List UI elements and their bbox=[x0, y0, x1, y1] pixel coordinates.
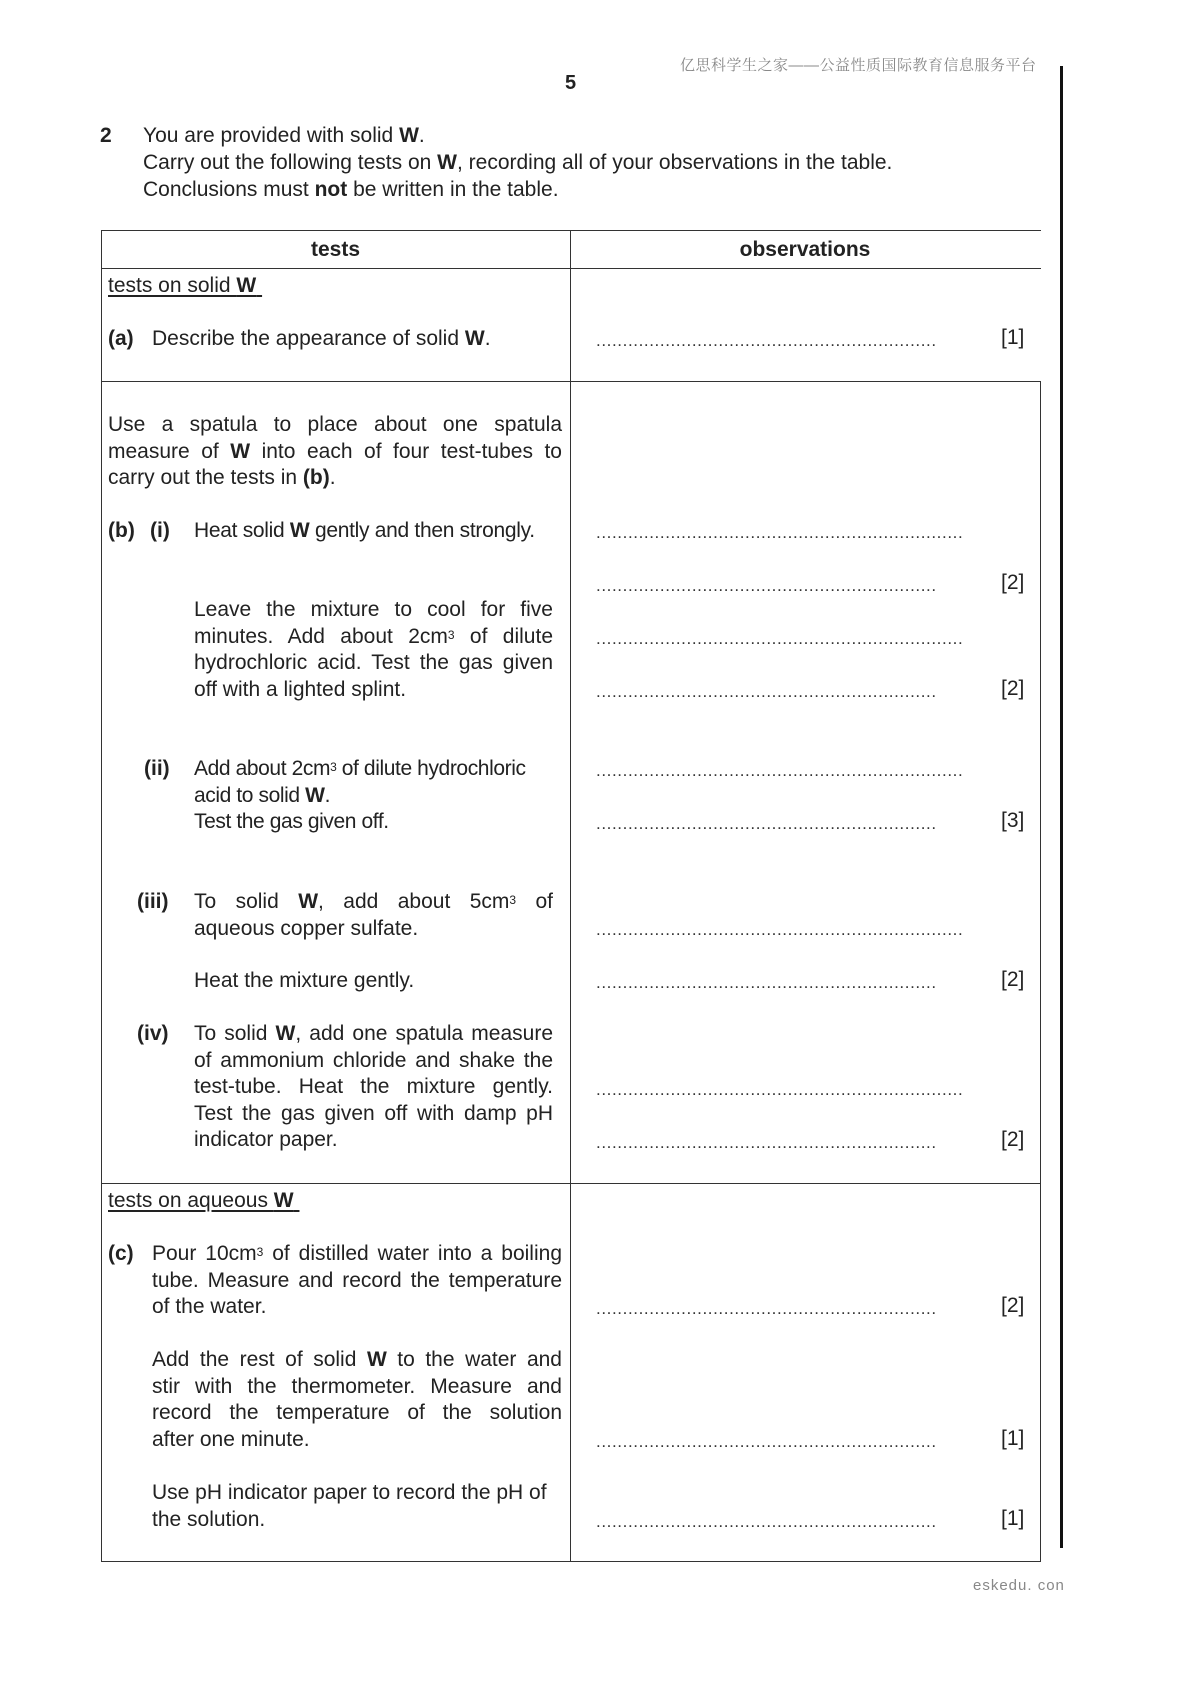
table-bottom-rule bbox=[101, 1561, 1041, 1562]
mark-a: [1] bbox=[1001, 326, 1025, 349]
spatula-instruction: Use a spatula to place about one spatula measure of W into each of four test-tubes to carry out the tests in (b). bbox=[108, 413, 562, 489]
mark-b-iii: [2] bbox=[1001, 968, 1025, 991]
b-ii-label: (ii) bbox=[144, 757, 170, 780]
mark-c-3: [1] bbox=[1001, 1507, 1025, 1530]
answer-line[interactable]: ................................................................ bbox=[596, 1432, 937, 1451]
solid-heading: tests on solid W bbox=[108, 274, 257, 297]
b-iii-heat: Heat the mixture gently. bbox=[194, 969, 415, 992]
c-text-3: Use pH indicator paper to record the pH of the solution. bbox=[152, 1481, 547, 1531]
answer-line[interactable]: ................................................................ bbox=[596, 1133, 937, 1152]
mark-b-iv: [2] bbox=[1001, 1128, 1025, 1151]
header-tests: tests bbox=[310, 238, 361, 261]
intro-line-1: You are provided with solid W. bbox=[143, 124, 425, 147]
table-row-rule-2 bbox=[101, 1183, 1041, 1184]
footer-text: eskedu. con bbox=[973, 1577, 1065, 1594]
table-right-rule bbox=[1040, 381, 1041, 1562]
b-ii-text: Add about $2cm^3$ of dilute hydrochloric acid to solid W. Test the gas given off. bbox=[194, 757, 526, 833]
b-iv-label: (iv) bbox=[137, 1022, 169, 1045]
page-number: 5 bbox=[565, 72, 577, 94]
intro-lines bbox=[143, 122, 892, 203]
b-iv-text: To solid W, add one spatula measure of ammonium chloride and shake the test-tube. Heat the mixture gently. Test the gas given off with damp pH indicator paper. bbox=[194, 1022, 553, 1151]
answer-line[interactable]: ..................................................................... bbox=[596, 761, 964, 780]
b-iii-label: (iii) bbox=[137, 890, 169, 913]
header-observations: observations bbox=[739, 238, 871, 261]
question-number: 2 bbox=[100, 124, 112, 147]
table-row-rule-1 bbox=[101, 381, 1041, 382]
answer-line[interactable]: ................................................................ bbox=[596, 1512, 937, 1531]
answer-line[interactable]: ..................................................................... bbox=[596, 629, 964, 648]
answer-line[interactable]: ................................................................ bbox=[596, 814, 937, 833]
mark-c-2: [1] bbox=[1001, 1427, 1025, 1450]
mark-b-i-1: [2] bbox=[1001, 571, 1025, 594]
table-top-rule bbox=[101, 230, 1041, 231]
answer-line[interactable]: ..................................................................... bbox=[596, 523, 964, 542]
answer-line[interactable]: ................................................................ bbox=[596, 1299, 937, 1318]
table-header-rule bbox=[101, 268, 1041, 269]
answer-line[interactable]: ..................................................................... bbox=[596, 920, 964, 939]
c-text-2: Add the rest of solid W to the water and stir with the thermometer. Measure and record the temperature of the solution after one minute. bbox=[152, 1348, 562, 1451]
b-iii-text: To solid W, add about $5cm^3$ of aqueous copper sulfate. bbox=[194, 890, 553, 940]
b-i-cool-text: Leave the mixture to cool for five minutes. Add about $2cm^3$ of dilute hydrochloric acid. Test the gas given off with a lighted splint. bbox=[194, 598, 553, 701]
answer-line[interactable]: ................................................................ bbox=[596, 331, 937, 350]
answer-line[interactable]: ................................................................ bbox=[596, 682, 937, 701]
mark-b-i-2: [2] bbox=[1001, 677, 1025, 700]
table-middle-rule bbox=[570, 230, 571, 1562]
watermark-text: 亿思科学生之家——公益性质国际教育信息服务平台 bbox=[680, 57, 1037, 74]
b-i-label: (i) bbox=[150, 519, 170, 542]
answer-line[interactable]: ................................................................ bbox=[596, 576, 937, 595]
part-a-text: Describe the appearance of solid W. bbox=[152, 327, 491, 350]
part-a-label: (a) bbox=[108, 327, 134, 350]
b-i-text: Heat solid W gently and then strongly. bbox=[194, 519, 535, 542]
mark-c-1: [2] bbox=[1001, 1294, 1025, 1317]
part-c-label: (c) bbox=[108, 1242, 134, 1265]
answer-line[interactable]: ..................................................................... bbox=[596, 1080, 964, 1099]
intro-line-3: Conclusions must not be written in the table. bbox=[143, 178, 559, 201]
part-b-label: (b) bbox=[108, 519, 135, 542]
mark-b-ii: [3] bbox=[1001, 809, 1025, 832]
margin-rule bbox=[1060, 66, 1063, 1548]
table-left-rule bbox=[101, 230, 102, 1562]
c-text-1: Pour $10cm^3$ of distilled water into a boiling tube. Measure and record the temperature of the water. bbox=[152, 1242, 562, 1318]
aqueous-heading: tests on aqueous W bbox=[108, 1189, 294, 1212]
intro-line-2: Carry out the following tests on W, recording all of your observations in the table. bbox=[143, 151, 893, 174]
answer-line[interactable]: ................................................................ bbox=[596, 973, 937, 992]
